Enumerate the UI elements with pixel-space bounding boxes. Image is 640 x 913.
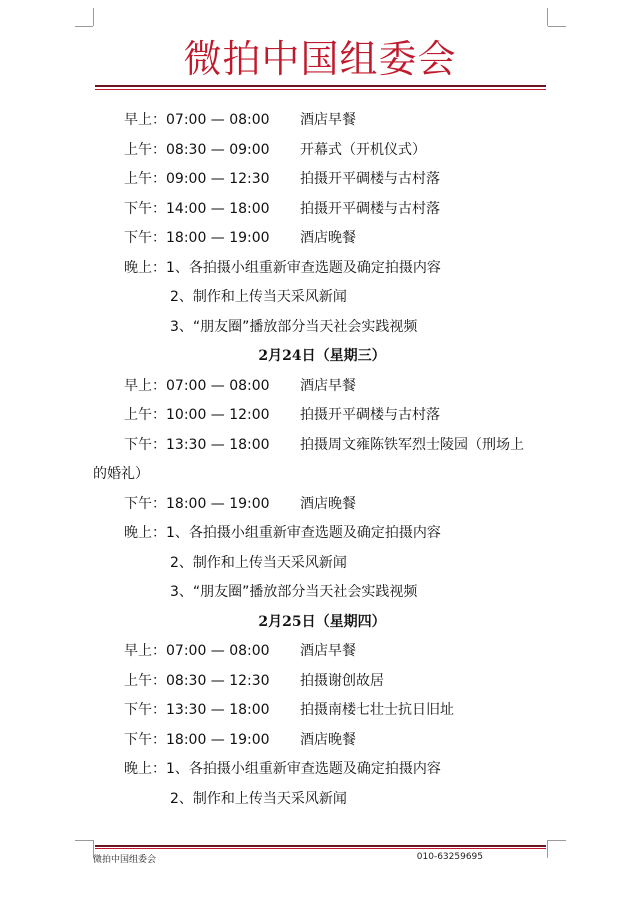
page-footer	[93, 852, 483, 865]
footer-org-name: 微拍中国组委会	[93, 855, 157, 865]
schedule-activity: 拍摄谢创故居	[300, 672, 384, 689]
schedule-line: 2、制作和上传当天采风新闻	[170, 554, 347, 571]
footer-rule-dark	[95, 845, 546, 847]
schedule-activity: 酒店晚餐	[300, 230, 356, 246]
schedule-time: 下午：14:00 — 18:00	[124, 200, 270, 217]
schedule-activity: 酒店晚餐	[300, 495, 356, 512]
header-rule-red	[95, 89, 546, 90]
schedule-line: 3、“朋友圈”播放部分当天社会实践视频	[170, 584, 418, 600]
crop-mark	[548, 26, 566, 27]
schedule-activity: 酒店早餐	[300, 377, 356, 394]
schedule-time: 早上：07:00 — 08:00	[124, 377, 270, 394]
schedule-time: 下午：13:30 — 18:00	[124, 702, 270, 718]
schedule-time: 下午：13:30 — 18:00	[124, 436, 270, 453]
schedule-row	[93, 136, 551, 166]
schedule-row	[93, 401, 551, 431]
schedule-row	[93, 372, 551, 402]
schedule-line: 晚上：1、各拍摄小组重新审查选题及确定拍摄内容	[124, 761, 441, 777]
schedule-time: 早上：07:00 — 08:00	[124, 643, 270, 659]
schedule-row	[93, 637, 551, 667]
day-heading: 2月25日（星期四）	[258, 613, 386, 630]
footer-rule-red	[95, 848, 546, 849]
schedule-line: 晚上：1、各拍摄小组重新审查选题及确定拍摄内容	[124, 525, 441, 541]
schedule-row	[93, 726, 551, 756]
schedule-row	[93, 224, 551, 254]
schedule-activity: 酒店晚餐	[300, 731, 356, 748]
page-title: 微拍中国组委会	[183, 37, 457, 81]
schedule-activity: 拍摄周文雍陈铁军烈士陵园（刑场上	[300, 436, 524, 453]
schedule-time: 上午：09:00 — 12:30	[124, 171, 270, 187]
schedule-line: 3、“朋友圈”播放部分当天社会实践视频	[170, 318, 418, 335]
schedule-row	[93, 490, 551, 520]
schedule-row	[93, 667, 551, 697]
schedule-activity: 酒店早餐	[300, 643, 356, 659]
schedule-activity: 拍摄开平碉楼与古村落	[300, 171, 440, 187]
schedule-activity: 酒店早餐	[300, 112, 356, 128]
header-rule-dark	[95, 85, 546, 87]
schedule-time: 早上：07:00 — 08:00	[124, 112, 270, 128]
schedule-time: 下午：18:00 — 19:00	[124, 731, 270, 748]
day-heading: 2月24日（星期三）	[258, 348, 386, 364]
schedule-row	[93, 195, 551, 225]
crop-mark	[75, 840, 93, 841]
schedule-time: 上午：08:30 — 12:30	[124, 672, 270, 689]
schedule-line: 2、制作和上传当天采风新闻	[170, 790, 347, 807]
schedule-time: 下午：18:00 — 19:00	[124, 230, 270, 246]
schedule-activity: 拍摄开平碉楼与古村落	[300, 200, 440, 217]
schedule-row	[93, 431, 551, 461]
schedule-line: 晚上：1、各拍摄小组重新审查选题及确定拍摄内容	[124, 259, 441, 276]
schedule-activity: 拍摄南楼七壮士抗日旧址	[300, 702, 454, 718]
schedule-line: 2、制作和上传当天采风新闻	[170, 289, 347, 305]
crop-mark	[75, 26, 93, 27]
crop-mark	[547, 8, 548, 26]
crop-mark	[548, 840, 566, 841]
schedule-row	[93, 696, 551, 726]
schedule-time: 下午：18:00 — 19:00	[124, 495, 270, 512]
schedule-body	[93, 106, 551, 814]
schedule-activity: 开幕式（开机仪式）	[300, 141, 426, 158]
crop-mark	[547, 840, 548, 858]
crop-mark	[93, 8, 94, 26]
schedule-row	[93, 106, 551, 136]
schedule-time: 上午：08:30 — 09:00	[124, 141, 270, 158]
schedule-line: 的婚礼）	[93, 466, 149, 482]
schedule-row	[93, 165, 551, 195]
footer-phone: 010-63259695	[416, 852, 483, 862]
schedule-activity: 拍摄开平碉楼与古村落	[300, 407, 440, 423]
schedule-time: 上午：10:00 — 12:00	[124, 407, 270, 423]
